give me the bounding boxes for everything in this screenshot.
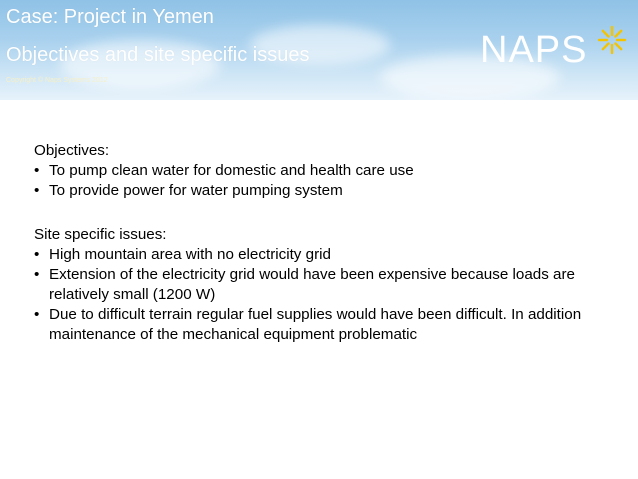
list-item (34, 265, 624, 305)
bullet-icon: • (34, 162, 40, 179)
issues-heading: Site specific issues: (34, 226, 167, 243)
list-item-text: To provide power for water pumping system (49, 182, 343, 199)
list-item-text: High mountain area with no electricity grid (49, 246, 331, 263)
list-item-text: To pump clean water for domestic and health care use (49, 162, 414, 179)
bullet-icon: • (34, 246, 40, 263)
slide-subtitle: Objectives and site specific issues (6, 44, 310, 66)
list-item (34, 181, 624, 201)
slide-header (0, 0, 638, 100)
list-item-text: Due to difficult terrain regular fuel supplies would have been difficult. In addition maintenance of the mechanical equipment problematic (49, 306, 582, 343)
copyright-notice: Copyright © Naps Systems 2012 (6, 77, 108, 84)
list-item (34, 161, 624, 181)
slide-title: Case: Project in Yemen (6, 6, 214, 28)
spacer (34, 201, 624, 225)
naps-logo (474, 22, 629, 74)
logo-text: NAPS (480, 29, 588, 71)
bullet-icon: • (34, 182, 40, 199)
sun-icon (599, 27, 625, 53)
issues-list (34, 245, 624, 345)
list-item (34, 305, 624, 345)
slide-body (34, 141, 624, 345)
bullet-icon: • (34, 266, 40, 283)
bullet-icon: • (34, 306, 40, 323)
list-item (34, 245, 624, 265)
list-item-text: Extension of the electricity grid would have been expensive because loads are relatively small (1200 W) (49, 266, 575, 303)
objectives-list (34, 161, 624, 201)
objectives-heading: Objectives: (34, 142, 110, 159)
